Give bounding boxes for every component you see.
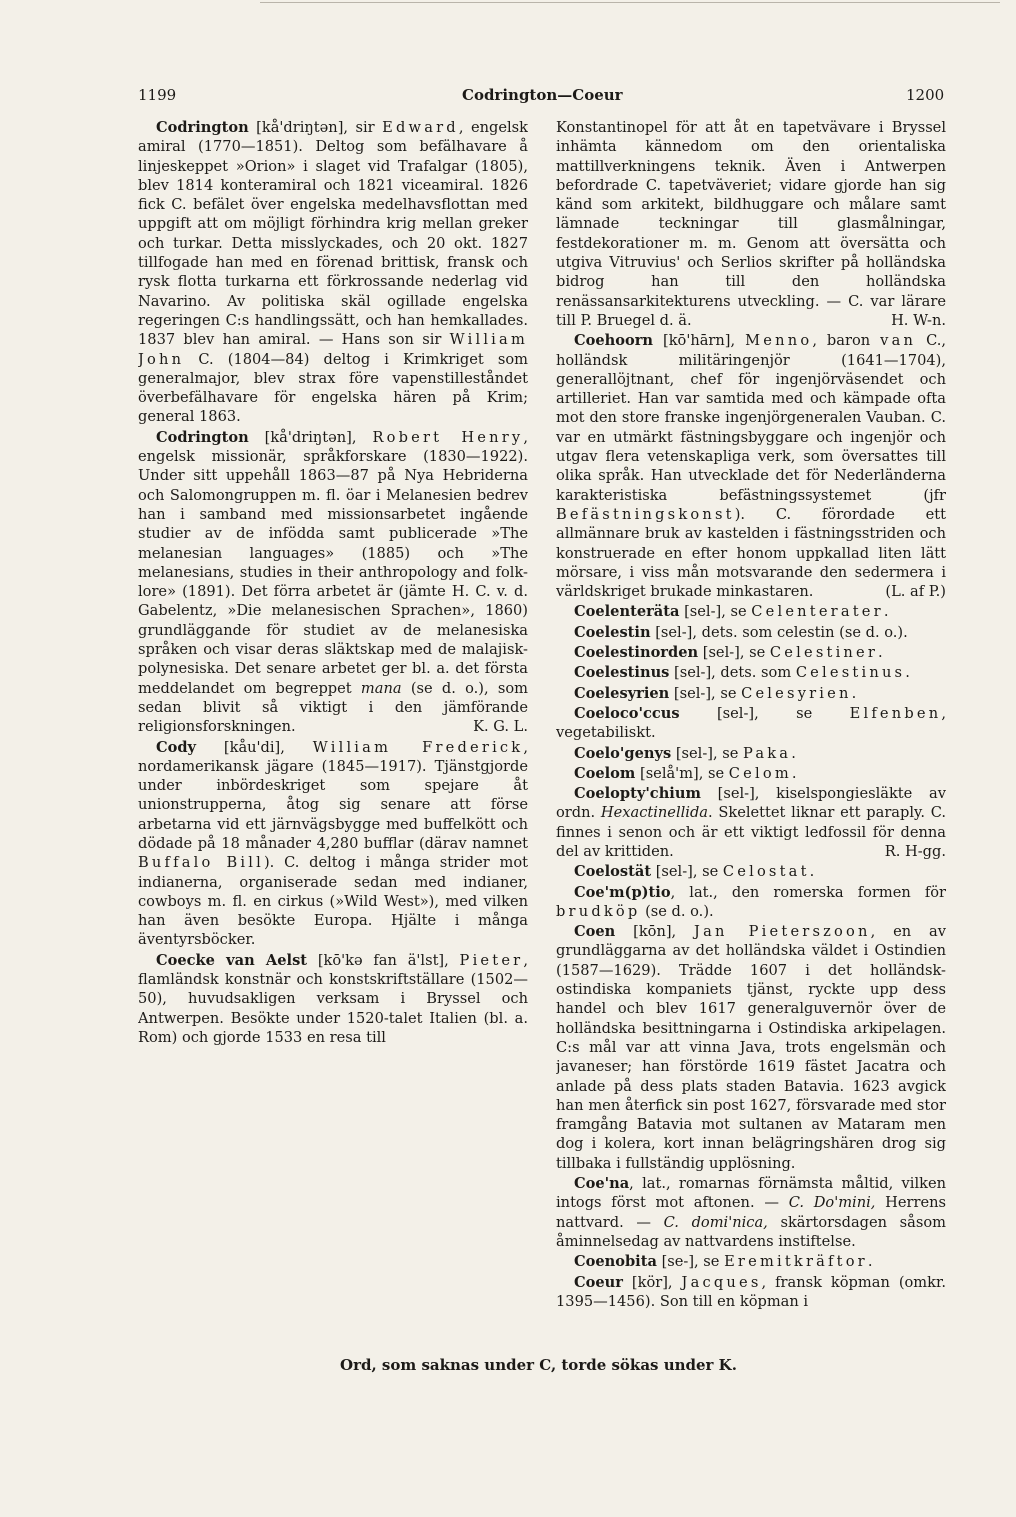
entry-text: [sel-], se (671, 744, 743, 762)
entry-text: skärtorsdagen såsom åminnelsedag av nattvardens instiftelse. (556, 1213, 946, 1250)
entry-short (556, 643, 946, 662)
headword: Cody (156, 738, 197, 756)
entry-text: , engelsk amiral (1770—1851). Deltog som befälhavare å linjeskeppet »Orion» i slaget vid Trafalgar (1805), blev 1814 konteramiral och 1821 viceamiral. 1826 fick C. befälet över engelska medelhavsflottan med uppgift att om möjligt förhindra krig mellan greker och turkar. Detta misslyckades, och 20 okt. 1827 tillfogade han med en förenad brittisk, fransk och rysk flotta turkarna ett förkrossande nederlag vid Navarino. Av politiska skäl ogillade engelska regeringen C:s handlingssätt, och han hemkallades. 1837 blev han amiral. — Hans son sir (138, 119, 528, 349)
entry-short (556, 744, 946, 763)
headword: Coeur (574, 1273, 623, 1291)
entry-text: [sel-], se (679, 603, 752, 621)
headword: Coeloco'ccus (574, 704, 680, 722)
entry-text: [sel-], se (679, 704, 850, 722)
entry-text: . (851, 684, 857, 702)
cross-reference: brudköp (556, 902, 641, 920)
signature: (L. af P.) (885, 583, 946, 601)
signature: H. W-n. (891, 311, 946, 329)
headword: Codrington (156, 119, 249, 136)
footer-note: Ord, som saknas under C, torde sökas under K. (340, 1356, 737, 1374)
entry-coehoorn (556, 331, 946, 601)
entry-coen (556, 922, 946, 1173)
taxon: Hexactinellida (600, 804, 708, 822)
page-number-right: 1200 (906, 86, 945, 104)
entry-text: . (878, 644, 883, 662)
cross-reference: Befästningskonst (556, 505, 735, 523)
signature: R. H-gg. (884, 842, 946, 860)
headword: Coelesyrien (574, 684, 670, 702)
entry-text: [selå'm], se (635, 764, 729, 782)
headword: Coelostät (574, 863, 652, 881)
entry-text: [sel-], kiselspongiesläkte av ordn. (556, 785, 946, 822)
headword: Coelom (574, 764, 636, 782)
pronunciation: [kōn], (615, 923, 695, 941)
entry-text: . (791, 764, 797, 782)
cross-reference: Celestinus (795, 664, 906, 682)
person-name: Jan Pieterszoon (694, 923, 871, 941)
entry-cody (138, 738, 528, 950)
headword: Coe'm(p)tio (574, 883, 671, 901)
entry-text: C., holländsk militäringenjör (1641—1704), generallöjtnant, chef för ingenjörväsendet och artilleriet. Han var samtida med och kämpade ofta mot den store franske ingenjörgeneralen Vauban. C. var en utmärkt fästningsbyggare och ingenjör och utgav flera vetenskapliga verk, som översattes till olika språk. Han utvecklade det för Nederländerna karakteristiska befästningssystemet (jfr (556, 332, 946, 504)
cross-reference: Celenterater (751, 603, 884, 621)
headword: Coelestinus (574, 664, 670, 682)
entry-text: . (791, 744, 796, 762)
entry-text: [sel-], dets. som celestin (se d. o.). (650, 623, 908, 641)
entry-text: Konstantinopel för att åt en tapetvävare i Bryssel inhämta kännedom om den orientaliska mattillverkningens teknik. Även i Antwerpen befordrade C. tapetväveriet; vidare gjorde han sig känd som arkitekt, bildhuggare och målare samt lämnade teckningar till glasmålningar, festdekorationer m. m. Genom att översätta och utgiva Vitruvius' och Serlios skrifter på holländska bidrog han till den holländska renässansarkitekturens utveckling. — C. var lärare till P. Bruegel d. ä. (556, 119, 946, 329)
entry-coemptio (556, 883, 946, 922)
signature: K. G. L. (473, 718, 528, 736)
entry-text: ). C. deltog i många strider mot indianerna, organiserade sedan med indianer, cowboys m. fl. en cirkus (»Wild West»), med vilken han även besökte Europa. Hjälte i många äventyrsböcker. (138, 854, 528, 949)
entry-text: . (905, 664, 910, 682)
page-number-left: 1199 (138, 86, 177, 104)
entry-text: , fransk köpman (omkr. 1395—1456). Son till en köpman i (556, 1273, 946, 1310)
entry-text: , lat., romarnas förnämsta måltid, vilken intogs först mot aftonen. — (556, 1175, 946, 1212)
headword: Coelo'genys (574, 744, 672, 762)
pronunciation: [kō'hārn], (653, 332, 746, 350)
entry-text: [sel-], se (669, 684, 742, 702)
entry-coecke-continued (556, 118, 946, 330)
entry-text: . (883, 603, 889, 621)
pronunciation: [kō'kə fan ä'lst], (307, 951, 460, 969)
entry-text: , lat., den romerska formen för (670, 883, 946, 901)
headword: Coelestin (574, 623, 651, 641)
entry-text: , baron (812, 332, 881, 350)
pronunciation: [kör], (622, 1273, 682, 1291)
headword: Coelenteräta (574, 603, 680, 621)
headword: Coen (574, 923, 616, 941)
cross-reference: Celom (728, 764, 792, 782)
entry-text: , vegetabiliskt. (556, 704, 946, 742)
cross-reference: Elfenben (849, 704, 942, 722)
entry-coena (556, 1174, 946, 1251)
entry-text: , nordamerikansk jägare (1845—1917). Tjänstgjorde under inbördeskriget som spejare åt unionstrupperna, åtog sig senare att förse arbetarna vid ett järnvägsbygge med buffelkött och dödade på 18 månader 4,280 bufflar (därav namnet (138, 738, 528, 852)
person-name: William Frederick (312, 738, 524, 756)
cross-reference: Celostat (722, 863, 810, 881)
headword: Coe'na (574, 1175, 630, 1193)
entry-text: (se d. o.). (640, 902, 714, 920)
entry-coeur (556, 1273, 946, 1312)
entry-coecke (138, 951, 528, 1047)
headword: Coelestinorden (574, 644, 699, 662)
cross-reference: Paka (742, 744, 792, 762)
entry-text: ). C. förordade ett allmännare bruk av kastelden i fästningsstriden och konstruerade en efter honom uppkallad liten lätt mörsare, i viss mån motsvarande den sedermera i världskriget brukade minkastaren. (556, 505, 946, 601)
term: C. domi'nica, (663, 1213, 768, 1231)
entry-coenobita (556, 1252, 946, 1271)
entry-text: . Skelettet liknar ett paraply. C. finnes i senon och är ett viktigt ledfossil för denna del av krittiden. (556, 804, 946, 860)
cross-reference: Celestiner (769, 644, 879, 662)
entry-text: . (809, 863, 815, 881)
person-name: Pieter (459, 951, 524, 969)
pronunciation: [kå'driŋtən], (248, 428, 373, 446)
running-head: Codrington—Coeur (462, 86, 623, 104)
entry-text: (se d. o.), som sedan blivit så viktigt i den jämförande religionsforskningen. (138, 679, 528, 736)
headword: Coelopty'chium (574, 785, 701, 803)
entry-codrington-robert (138, 428, 528, 737)
cross-reference: Eremitkräftor (724, 1253, 868, 1271)
entry-coelopty (556, 784, 946, 861)
headword: Coehoorn (574, 332, 654, 350)
headword: Coenobita (574, 1253, 657, 1271)
headword: Coecke van Aelst (156, 951, 308, 969)
entry-text: , engelsk missionär, språkforskare (1830—1922). Under sitt uppehåll 1863—87 på Nya Hebriderna och Salomongruppen m. fl. öar i Melanesien bedrev han i samband med missionsarbetet ingående studier av de infödda samt publicerade »The melanesian languages» (1885) och »The melanesians, studies in their anthropology and folk-lore» (1891). Det förra arbetet är (jämte H. C. v. d. Gabelentz, »Die melanesischen Sprachen», 1860) grundläggande för studiet av de melanesiska språken och visar deras släktskap med de malajisk-polynesiska. Det senare arbetet ger bl. a. det första meddelandet om begreppet (138, 428, 528, 697)
right-column (556, 118, 946, 1358)
entry-short (556, 764, 946, 783)
pronunciation: [kå'driŋtən], sir (248, 119, 383, 136)
person-name: William John (138, 331, 528, 368)
entry-text: , en av grundläggarna av det holländska väldet i Ostindien (1587—1629). Trädde 1607 i det holländsk-ostindiska kompaniets tjänst, ryckte upp dess handel och blev 1617 generalguvernör över de holländska besittningarna i Ostindiska arkipelagen. C:s mål var att vinna Java, trots engelsmän och javaneser; han förstörde 1619 fästet Jacatra och anlade på dess plats staden Batavia. 1623 avgick han men återfick sin post 1627, försvarade med stor framgång Batavia mot sultanen av Mataram men dog i kolera, kort innan belägringshären drog sig tillbaka i fullständig upplösning. (556, 923, 946, 1172)
top-rule (260, 2, 1000, 3)
entry-text: Herrens nattvard. — (556, 1194, 946, 1231)
entry-text: , flamländsk konstnär och konstskriftställare (1502—50), huvudsakligen verksam i Bryssel och Antwerpen. Besökte under 1520-talet Italien (bl. a. Rom) och gjorde 1533 en resa till (138, 951, 528, 1046)
entry-coelostat (556, 862, 946, 881)
person-name: Robert Henry (372, 428, 524, 446)
person-name: Edward (382, 119, 459, 136)
entry-text: . (867, 1253, 873, 1271)
nickname: Buffalo Bill (138, 854, 264, 872)
entry-text: C. (1804—84) deltog i Krimkriget som generalmajor, blev strax före vapenstilleståndet överbefälhavare för engelska hären på Krim; general 1863. (138, 350, 528, 426)
pronunciation: [kåu'di], (196, 738, 313, 756)
entry-short (556, 684, 946, 703)
entry-text: [sel-], se (698, 644, 770, 662)
headword: Codrington (156, 428, 249, 446)
person-name: Menno (745, 332, 813, 350)
entry-short (556, 602, 946, 621)
entry-text: [sel-], se (651, 863, 723, 881)
entry-text: [se-], se (656, 1253, 725, 1271)
left-column (138, 118, 528, 1358)
cross-reference: Celesyrien (741, 684, 852, 702)
entry-short (556, 663, 946, 682)
entry-codrington-edward (138, 118, 528, 427)
entry-text: [sel-], dets. som (669, 664, 796, 682)
entry-short (556, 623, 946, 642)
term: mana (360, 679, 402, 697)
person-name: Jacques (681, 1273, 762, 1291)
entry-short (556, 704, 946, 743)
person-name: van (880, 332, 917, 350)
term: C. Do'mini, (788, 1194, 876, 1212)
